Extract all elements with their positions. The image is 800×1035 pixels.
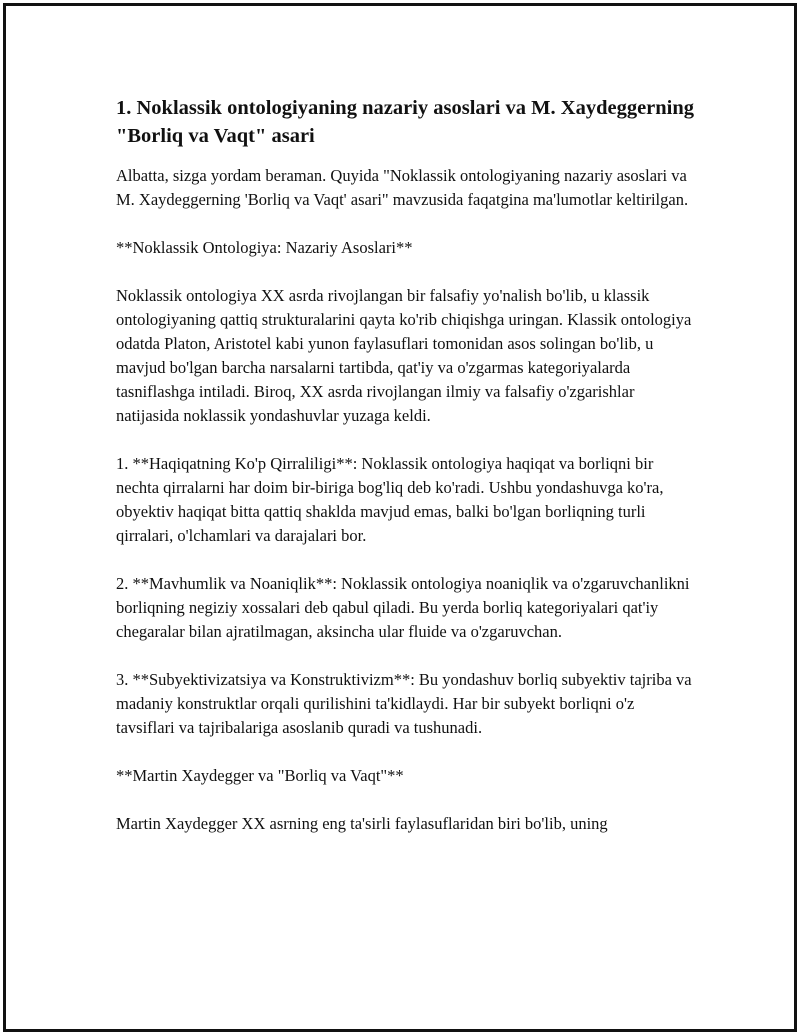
section-heading-xaydegger: **Martin Xaydegger va "Borliq va Vaqt"** xyxy=(116,766,404,785)
body-paragraph-truncated: Martin Xaydegger XX asrning eng ta'sirli faylasuflaridan biri bo'lib, uning xyxy=(116,814,608,833)
section-heading-noklassik: **Noklassik Ontologiya: Nazariy Asoslari** xyxy=(116,238,413,257)
list-item-1: 1. **Haqiqatning Ko'p Qirraliligi**: Noklassik ontologiya haqiqat va borliqni bir nechta qirralarni har doim bir-biriga bog'liq deb ko'radi. Ushbu yondashuvga ko'ra, obyektiv haqiqat bitta qattiq shaklda mavjud emas, balki bo'lgan borliqning turli qirralari, o'lchamlari va darajalari bor. xyxy=(116,454,664,545)
body-paragraph: Noklassik ontologiya XX asrda rivojlangan bir falsafiy yo'nalish bo'lib, u klassik ontologiyaning qattiq strukturalarini qayta ko'rib chiqishga uringan. Klassik ontologiya odatda Platon, Aristotel kabi yunon faylasuflari tomonidan asos solingan bo'lib, u mavjud bo'lgan barcha narsalarni tartibda, qat'iy va o'zgarmas kategoriyalarda tasniflashga intiladi. Biroq, XX asrda rivojlangan ilmiy va falsafiy o'zgarishlar natijasida noklassik yondashuvlar yuzaga keldi. xyxy=(116,286,692,425)
list-item-2: 2. **Mavhumlik va Noaniqlik**: Noklassik ontologiya noaniqlik va o'zgaruvchanlikni borliqning negiziy xossalari deb qabul qiladi. Bu yerda borliq kategoriyalari qat'iy chegaralar bilan ajratilmagan, aksincha ular fluide va o'zgaruvchan. xyxy=(116,574,690,641)
list-item-3: 3. **Subyektivizatsiya va Konstruktivizm**: Bu yondashuv borliq subyektiv tajriba va madaniy konstruktlar orqali qurilishini ta'kidlaydi. Har bir subyekt borliqni o'z tavsiflari va tajribalariga asoslanib quradi va tushunadi. xyxy=(116,670,692,737)
document-body xyxy=(116,94,696,860)
document-title: 1. Noklassik ontologiyaning nazariy asoslari va M. Xaydeggerning "Borliq va Vaqt" asari xyxy=(116,97,695,147)
intro-paragraph: Albatta, sizga yordam beraman. Quyida "Noklassik ontologiyaning nazariy asoslari va M. Xaydeggerning 'Borliq va Vaqt' asari" mavzusida faqatgina ma'lumotlar keltirilgan. xyxy=(116,166,689,209)
